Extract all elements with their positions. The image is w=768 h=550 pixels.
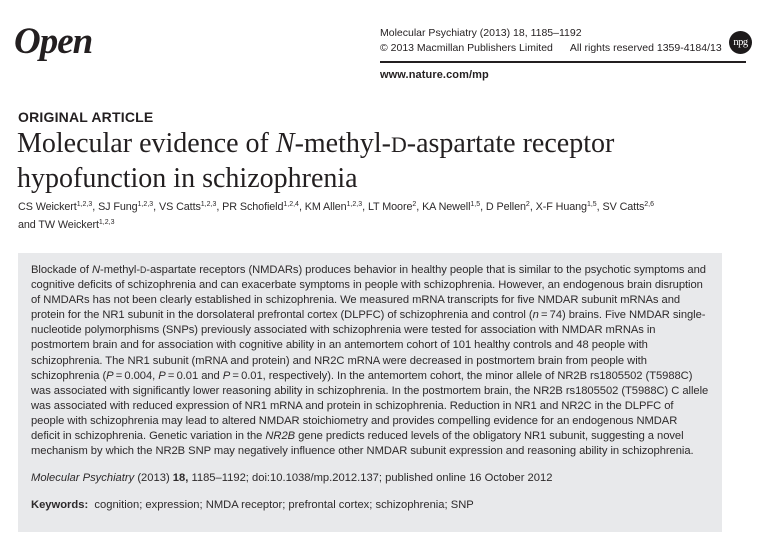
abstract-box — [18, 253, 722, 532]
npg-logo-text: npg — [733, 37, 748, 48]
npg-logo-icon — [729, 31, 752, 54]
author-list: CS Weickert$^{1,2,3}$, SJ Fung$^{1,2,3}$, VS Catts$^{1,2,3}$, PR Schofield$^{1,2,4}$, KM Allen$^{1,2,3}$, LT Moore$^2$, KA Newell$^{1,5}$, D Pellen$^2$, X-F Huang$^{1,5}$, SV Catts$^{2,6}$ and TW Weickert$^{1,2,3}$ — [18, 201, 655, 231]
section-label: ORIGINAL ARTICLE — [18, 109, 154, 125]
open-access-wordmark: Open — [14, 21, 93, 62]
copyright-text: © 2013 Macmillan Publishers Limited — [380, 42, 553, 54]
keywords-line: Keywords: cognition; expression; NMDA receptor; prefrontal cortex; schizophrenia; SNP — [31, 499, 474, 512]
rights-text: All rights reserved 1359-4184/13 — [569, 42, 722, 54]
header-divider — [380, 61, 746, 63]
journal-header-block — [380, 27, 746, 81]
journal-citation-header: Molecular Psychiatry (2013) 18, 1185–1192 — [380, 27, 582, 39]
copyright-line — [380, 42, 746, 55]
article-title: Molecular evidence of N-methyl-D-aspartate receptor hypofunction in schizophrenia — [17, 128, 615, 194]
abstract-text: Blockade of N-methyl-D-aspartate receptors (NMDARs) produces behavior in healthy people that is similar to the psychotic symptoms and cognitive deficits of schizophrenia and can exacerbate symptoms in people with schizophrenia. However, an endogenous brain disruption of NMDARs has not been clearly established in schizophrenia. We measured mRNA transcripts for five NMDAR subunit mRNAs and protein for the NR1 subunit in the dorsolateral prefrontal cortex (DLPFC) of schizophrenia and control (n = 74) brains. Five NMDAR single-nucleotide polymorphisms (SNPs) previously associated with schizophrenia were tested for association with NMDAR mRNAs in postmortem brain and for association with cognitive ability in an antemortem cohort of 101 healthy controls and 48 people with schizophrenia. The NR1 subunit (mRNA and protein) and NR2C mRNA were decreased in postmortem brain from people with schizophrenia (P = 0.004, P = 0.01 and P = 0.01, respectively). In the antemortem cohort, the minor allele of NR2B rs1805502 (T5988C) was associated with significantly lower reasoning ability in schizophrenia. In the postmortem brain, the NR2B rs1805502 (T5988C) C allele was associated with reduced expression of NR1 mRNA and protein in schizophrenia. Reduction in NR1 and NR2C in the DLPFC of people with schizophrenia may lead to altered NMDAR stoichiometry and provides compelling evidence for an endogenous NMDAR deficit in schizophrenia. Genetic variation in the NR2B gene predicts reduced levels of the obligatory NR1 subunit, suggesting a novel mechanism by which the NR2B SNP may negatively influence other NMDAR subunit expression and reasoning ability in schizophrenia. — [31, 264, 709, 458]
journal-website-link[interactable]: www.nature.com/mp — [380, 68, 489, 81]
citation-line: Molecular Psychiatry (2013) 18, 1185–1192; doi:10.1038/mp.2012.137; published online 16 October 2012 — [31, 472, 553, 485]
